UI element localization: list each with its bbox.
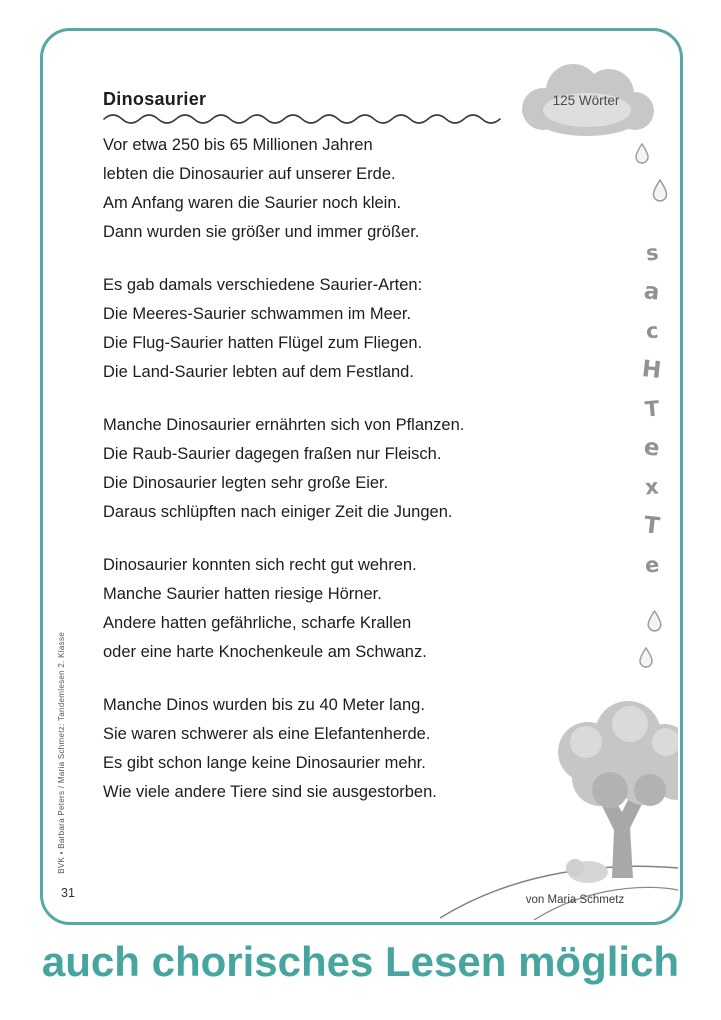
text-line: Manche Dinosaurier ernährten sich von Pflanzen. [103, 416, 465, 434]
text-line: Andere hatten gefährliche, scharfe Krallen [103, 614, 412, 632]
text-line: Daraus schlüpften nach einiger Zeit die Jungen. [103, 503, 453, 521]
water-droplet-icon [638, 647, 654, 669]
text-line: Am Anfang waren die Saurier noch klein. [103, 194, 402, 212]
paragraph [103, 551, 533, 667]
paragraph [103, 271, 533, 387]
side-letter: T [642, 511, 662, 540]
page-number: 31 [61, 886, 75, 900]
paragraph [103, 131, 533, 247]
word-count-cloud [511, 61, 661, 141]
text-line: Die Land-Saurier lebten auf dem Festland. [103, 363, 414, 381]
text-line: Vor etwa 250 bis 65 Millionen Jahren [103, 136, 373, 154]
publisher-imprint: BVK • Barbara Peters / Maria Schmetz: Tandemlesen 2. Klasse [57, 632, 66, 874]
text-line: Es gibt schon lange keine Dinosaurier mehr. [103, 754, 426, 772]
text-line: Sie waren schwerer als eine Elefantenherde. [103, 725, 431, 743]
text-line: Wie viele andere Tiere sind sie ausgestorben. [103, 783, 437, 801]
footer-caption: auch chorisches Lesen möglich [41, 938, 680, 985]
text-line: Dinosaurier konnten sich recht gut wehren. [103, 556, 417, 574]
side-letter: H [641, 355, 663, 384]
worksheet-card [40, 28, 683, 925]
text-line: Manche Saurier hatten riesige Hörner. [103, 585, 382, 603]
water-droplet-icon [646, 610, 663, 633]
side-letter: e [642, 433, 662, 462]
side-letter: x [644, 473, 660, 500]
wavy-underline-icon [103, 111, 515, 125]
text-line: lebten die Dinosaurier auf unserer Erde. [103, 165, 396, 183]
text-line: oder eine harte Knochenkeule am Schwanz. [103, 643, 427, 661]
side-letter: e [643, 551, 661, 578]
text-line: Die Dinosaurier legten sehr große Eier. [103, 474, 389, 492]
word-count-label: 125 Wörter [552, 93, 620, 108]
side-letter: c [644, 318, 660, 343]
water-droplet-icon [634, 143, 650, 165]
text-line: Dann wurden sie größer und immer größer. [103, 223, 420, 241]
text-line: Die Flug-Saurier hatten Flügel zum Fliegen. [103, 334, 423, 352]
text-line: Die Meeres-Saurier schwammen im Meer. [103, 305, 412, 323]
author-credit: von Maria Schmetz [525, 894, 625, 906]
side-letter: T [643, 395, 661, 422]
text-line: Es gab damals verschiedene Saurier-Arten: [103, 276, 423, 294]
water-droplet-icon [651, 179, 669, 203]
text-line: Manche Dinos wurden bis zu 40 Meter lang. [103, 696, 425, 714]
paragraph [103, 411, 533, 527]
page-title: Dinosaurier [103, 89, 207, 109]
side-letter: s [644, 240, 660, 265]
side-letter: a [642, 277, 662, 306]
vertical-label-sachtexte [642, 233, 661, 584]
text-line: Die Raub-Saurier dagegen fraßen nur Fleisch. [103, 445, 442, 463]
tree-illustration [438, 680, 678, 920]
decorative-right-rail [628, 143, 676, 669]
